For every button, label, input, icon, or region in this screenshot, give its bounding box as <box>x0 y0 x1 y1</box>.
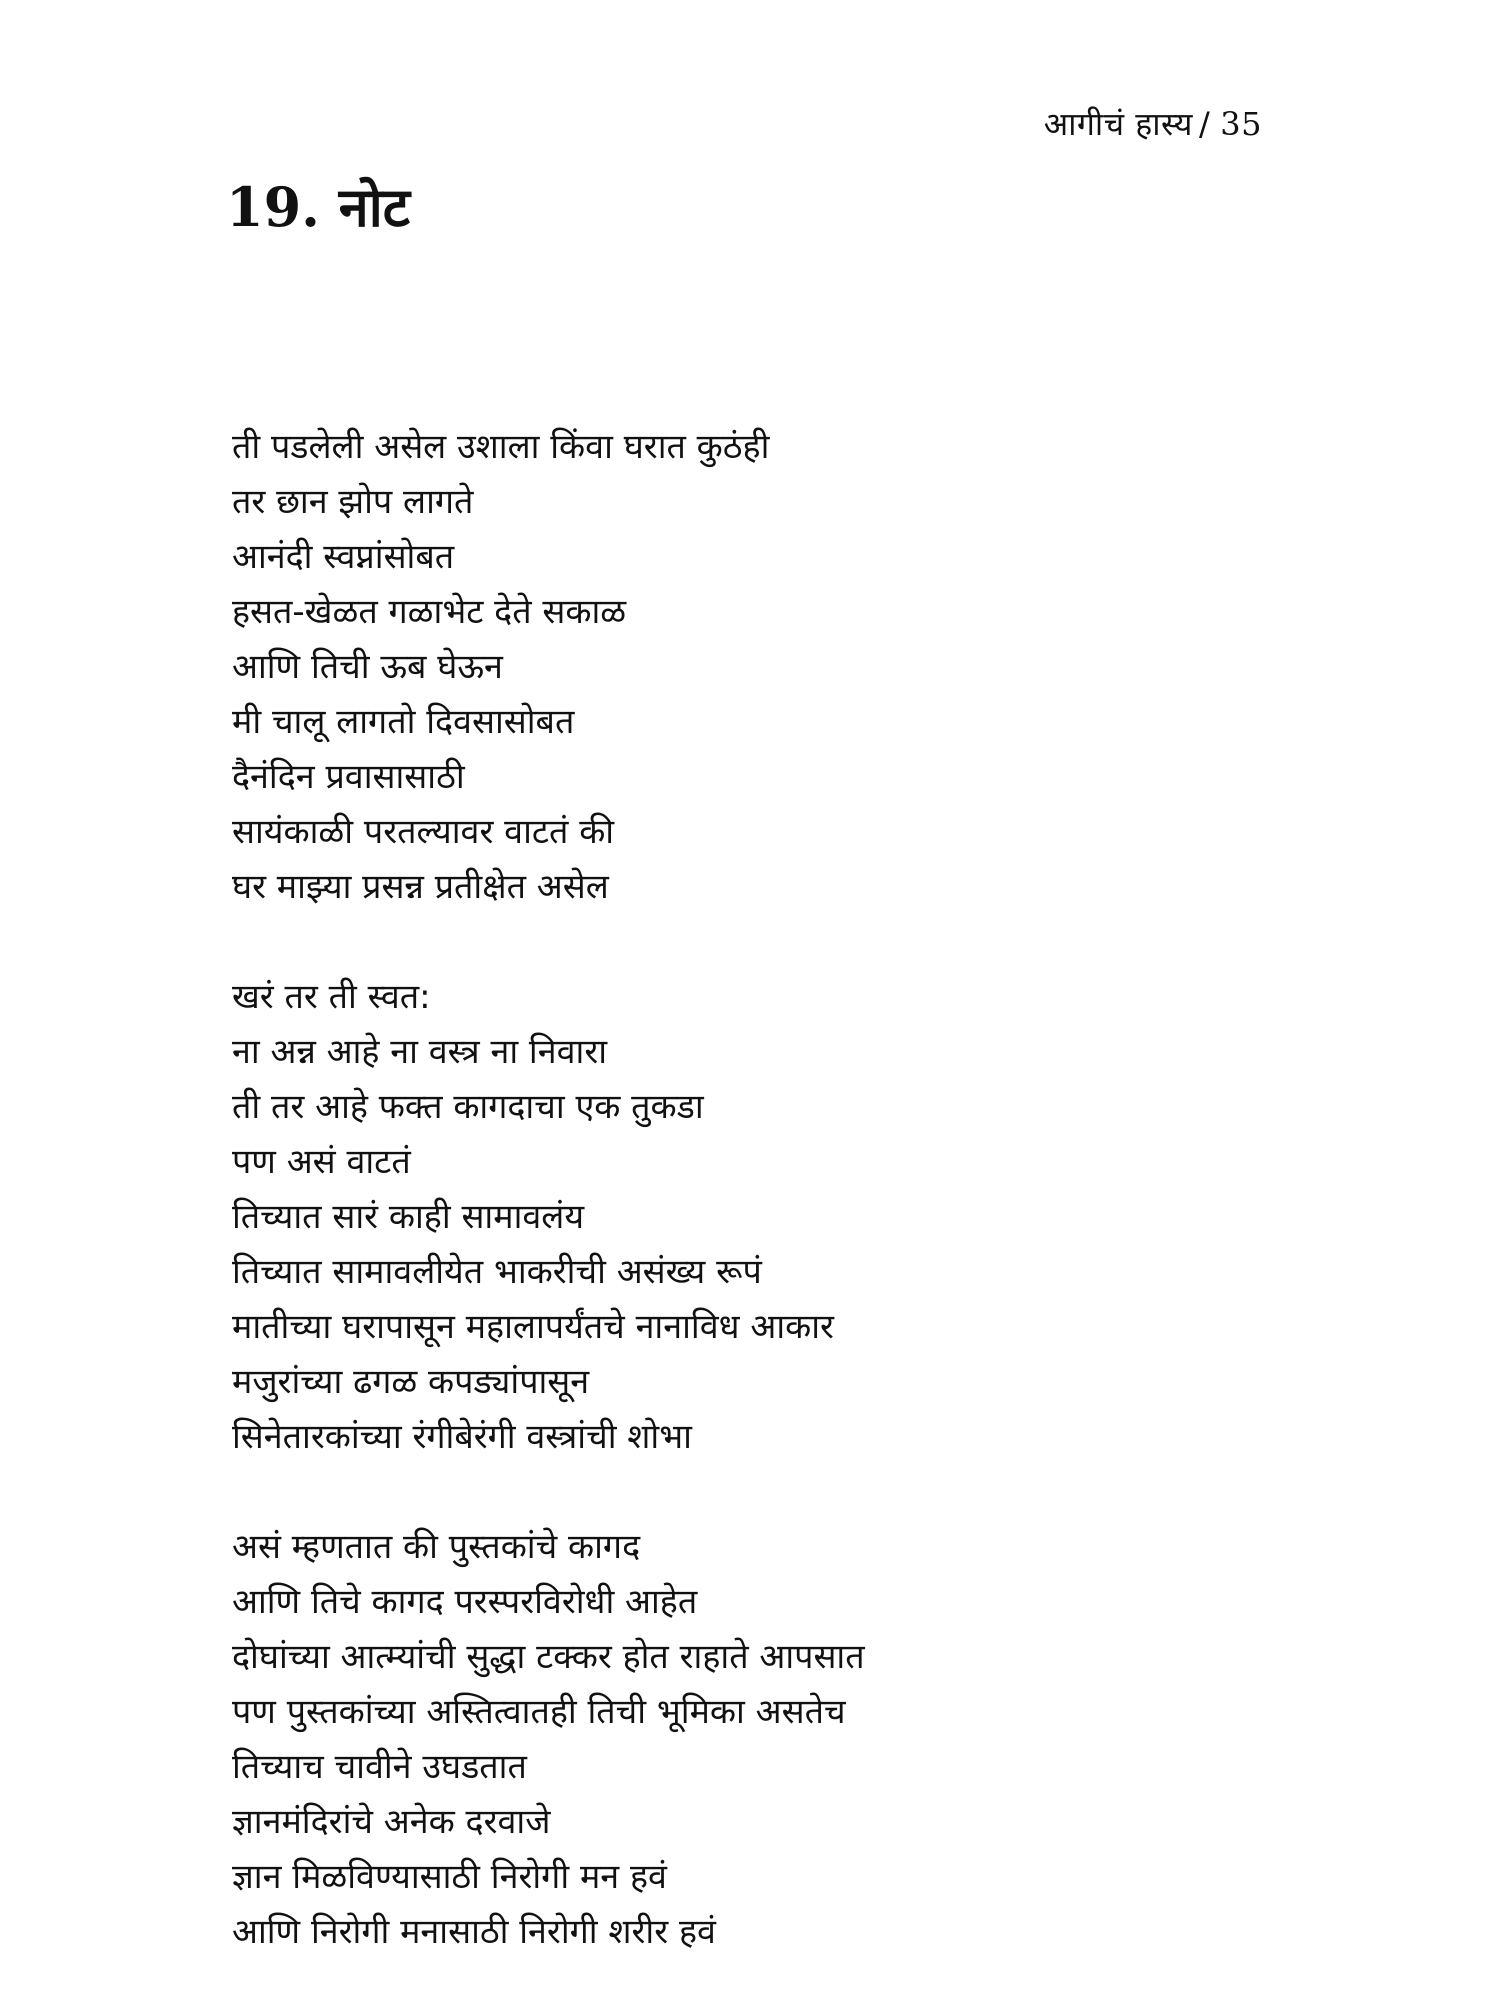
header-separator: / <box>1199 105 1211 143</box>
page-number: 35 <box>1220 105 1262 143</box>
poem-line: दैनंदिन प्रवासासाठी <box>232 757 465 797</box>
poem-line: ज्ञान मिळविण्यासाठी निरोगी मन हवं <box>232 1857 667 1897</box>
poem-number: 19. <box>226 175 320 239</box>
poem-line: सायंकाळी परतल्यावर वाटतं की <box>232 812 615 852</box>
poem-line: सिनेतारकांच्या रंगीबेरंगी वस्त्रांची शोभा <box>232 1417 692 1457</box>
stanza-3 <box>232 1520 1332 1960</box>
poem-line: मी चालू लागतो दिवसासोबत <box>232 702 575 742</box>
stanza-1 <box>232 420 1332 915</box>
poem-line: ती तर आहे फक्त कागदाचा एक तुकडा <box>232 1087 704 1127</box>
poem-line: हसत-खेळत गळाभेट देते सकाळ <box>232 592 627 632</box>
poem-heading <box>226 168 410 242</box>
poem-line: तिच्यात सारं काही सामावलंय <box>232 1197 585 1237</box>
poem-line: आणि तिचे कागद परस्परविरोधी आहेत <box>232 1582 698 1622</box>
running-header <box>1044 102 1262 145</box>
poem-line: आनंदी स्वप्नांसोबत <box>232 537 455 577</box>
poem-line: ना अन्न आहे ना वस्त्र ना निवारा <box>232 1032 608 1072</box>
book-title: आगीचं हास्य <box>1043 105 1193 143</box>
poem-line: तर छान झोप लागते <box>232 482 474 522</box>
poem-line: ज्ञानमंदिरांचे अनेक दरवाजे <box>232 1802 551 1842</box>
poem-line: मातीच्या घरापासून महालापर्यंतचे नानाविध आकार <box>232 1307 834 1347</box>
poem-line: पण असं वाटतं <box>232 1142 411 1182</box>
poem-line: असं म्हणतात की पुस्तकांचे कागद <box>232 1527 641 1567</box>
poem-line: घर माझ्या प्रसन्न प्रतीक्षेत असेल <box>232 867 609 907</box>
poem-line: खरं तर ती स्वत: <box>232 977 431 1017</box>
poem-line: दोघांच्या आत्म्यांची सुद्धा टक्कर होत राहाते आपसात <box>232 1637 865 1677</box>
poem-line: ती पडलेली असेल उशाला किंवा घरात कुठंही <box>232 427 770 467</box>
poem-line: आणि निरोगी मनासाठी निरोगी शरीर हवं <box>232 1912 716 1952</box>
stanza-2 <box>232 970 1332 1465</box>
poem-line: मजुरांच्या ढगळ कपड्यांपासून <box>232 1362 590 1402</box>
poem-body <box>232 420 1332 1960</box>
poem-line: पण पुस्तकांच्या अस्तित्वातही तिची भूमिका असतेच <box>232 1692 846 1732</box>
poem-title: नोट <box>338 176 410 239</box>
poem-line: आणि तिची ऊब घेऊन <box>232 647 503 687</box>
poem-line: तिच्याच चावीने उघडतात <box>232 1747 527 1787</box>
poem-line: तिच्यात सामावलीयेत भाकरीची असंख्य रूपं <box>232 1252 762 1292</box>
